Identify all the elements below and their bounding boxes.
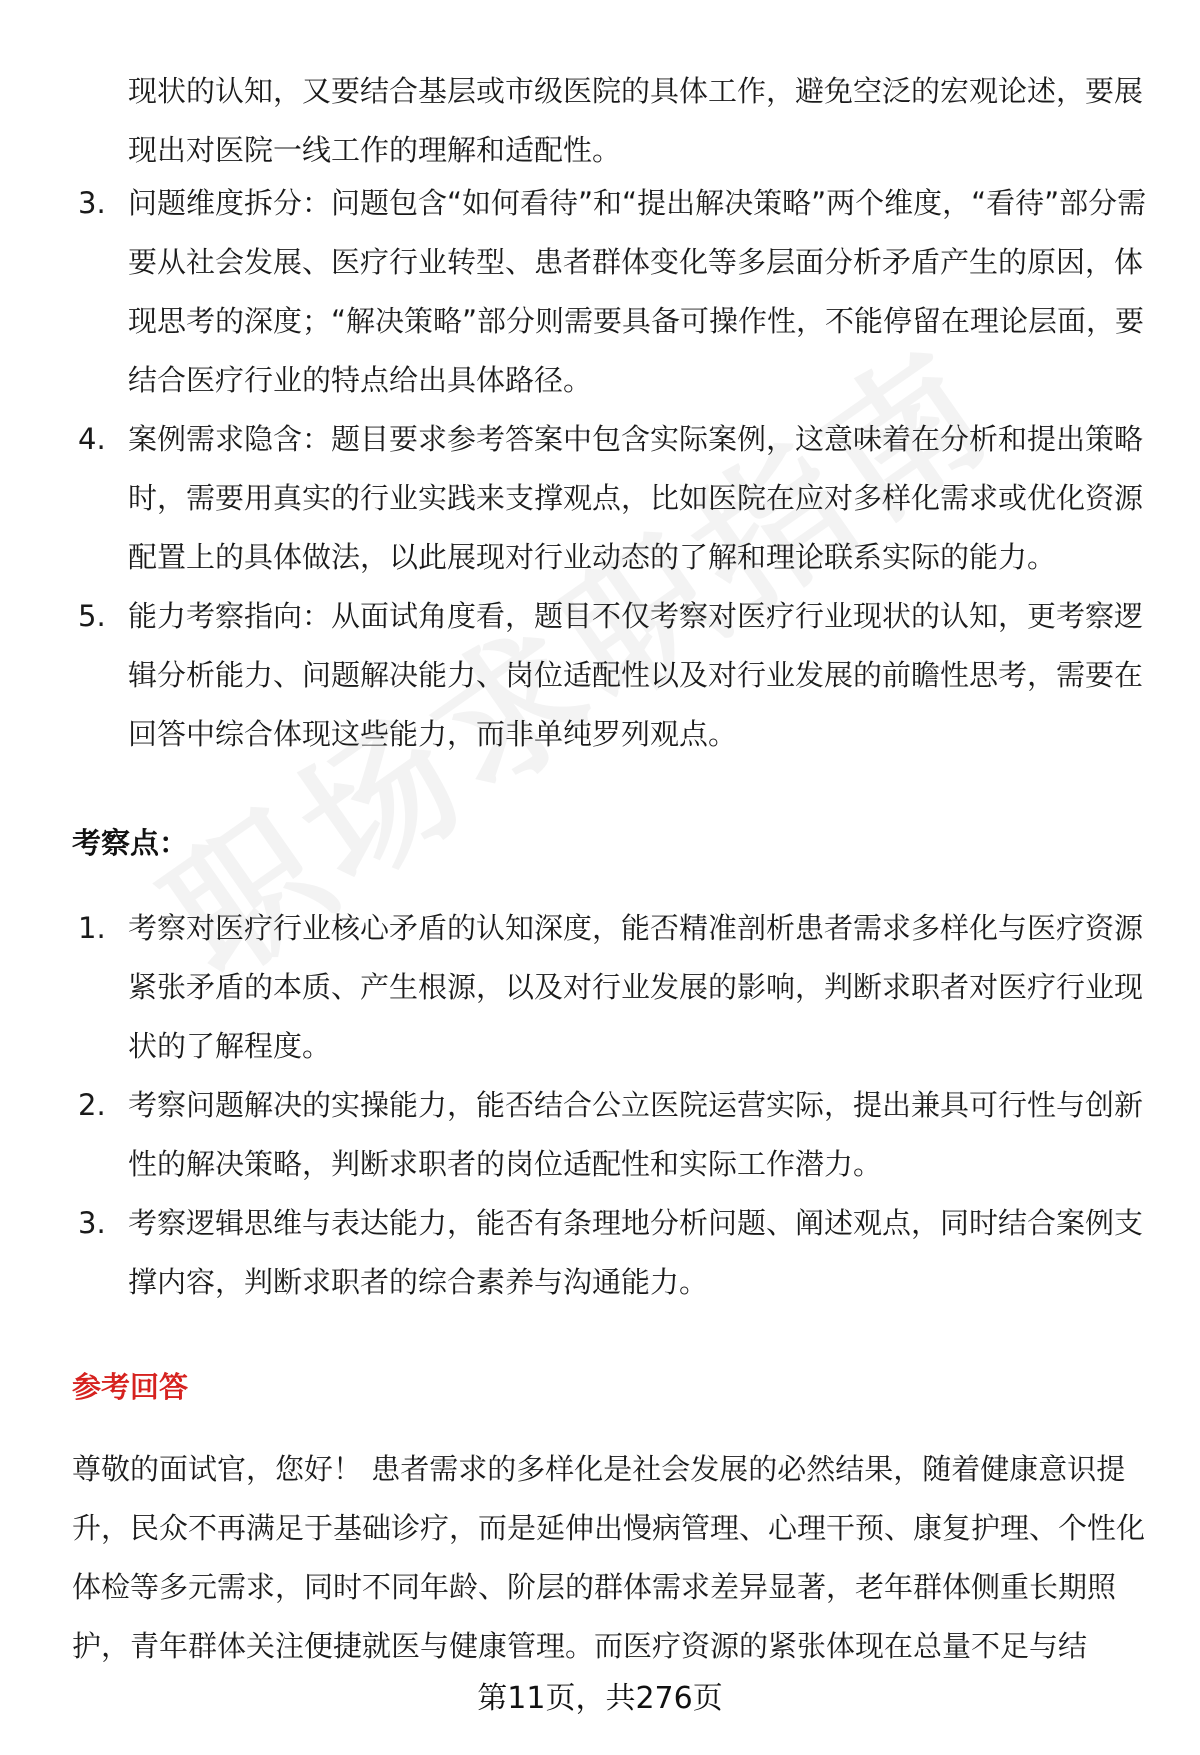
list-item-number: 5. (78, 599, 106, 633)
list-item-text: 问题维度拆分：问题包含“如何看待”和“提出解决策略”两个维度，“看待”部分需要从社会发展、医疗行业转型、患者群体变化等多层面分析矛盾产生的原因，体现思考的深度；“解决策略”部分则需要具备可操作性，不能停留在理论层面，要结合医疗行业的特点给出具体路径。 (128, 186, 1147, 397)
list-item-text: 案例需求隐含：题目要求参考答案中包含实际案例，这意味着在分析和提出策略时，需要用真实的行业实践来支撑观点，比如医院在应对多样化需求或优化资源配置上的具体做法，以此展现对行业动态的了解和理论联系实际的能力。 (128, 422, 1144, 574)
list-item (78, 899, 1148, 1076)
list-item (78, 1194, 1148, 1312)
list-item-number: 3. (78, 186, 106, 220)
analysis-list (78, 174, 1148, 764)
list-item-number: 3. (78, 1206, 106, 1240)
reference-answer-heading: 参考回答 (72, 1370, 189, 1404)
list-item-number: 4. (78, 422, 106, 456)
exam-points-heading: 考察点： (72, 826, 189, 860)
list-item-text: 考察对医疗行业核心矛盾的认知深度，能否精准剖析患者需求多样化与医疗资源紧张矛盾的本质、产生根源，以及对行业发展的影响，判断求职者对医疗行业现状的了解程度。 (128, 911, 1144, 1063)
reference-answer-paragraph: 尊敬的面试官，您好！ 患者需求的多样化是社会发展的必然结果，随着健康意识提升，民众不再满足于基础诊疗，而是延伸出慢病管理、心理干预、康复护理、个性化体检等多元需求，同时不同年龄、阶层的群体需求差异显著，老年群体侧重长期照护，青年群体关注便捷就医与健康管理。而医疗资源的紧张体现在总量不足与结 (72, 1452, 1146, 1663)
list-item-text: 考察逻辑思维与表达能力，能否有条理地分析问题、阐述观点，同时结合案例支撑内容，判断求职者的综合素养与沟通能力。 (128, 1206, 1144, 1299)
exam-points-list (78, 899, 1148, 1312)
continued-paragraph: 现状的认知，又要结合基层或市级医院的具体工作，避免空泛的宏观论述，要展现出对医院一线工作的理解和适配性。 (128, 74, 1144, 167)
list-item (78, 1076, 1148, 1194)
list-item (78, 174, 1148, 410)
list-item-number: 2. (78, 1088, 106, 1122)
list-item (78, 410, 1148, 587)
list-item-text: 考察问题解决的实操能力，能否结合公立医院运营实际，提出兼具可行性与创新性的解决策略，判断求职者的岗位适配性和实际工作潜力。 (128, 1088, 1144, 1181)
page-number-footer: 第11页，共276页 (477, 1681, 723, 1716)
list-item-number: 1. (78, 911, 106, 945)
list-item-text: 能力考察指向：从面试角度看，题目不仅考察对医疗行业现状的认知，更考察逻辑分析能力、问题解决能力、岗位适配性以及对行业发展的前瞻性思考，需要在回答中综合体现这些能力，而非单纯罗列观点。 (128, 599, 1144, 751)
list-item (78, 587, 1148, 764)
